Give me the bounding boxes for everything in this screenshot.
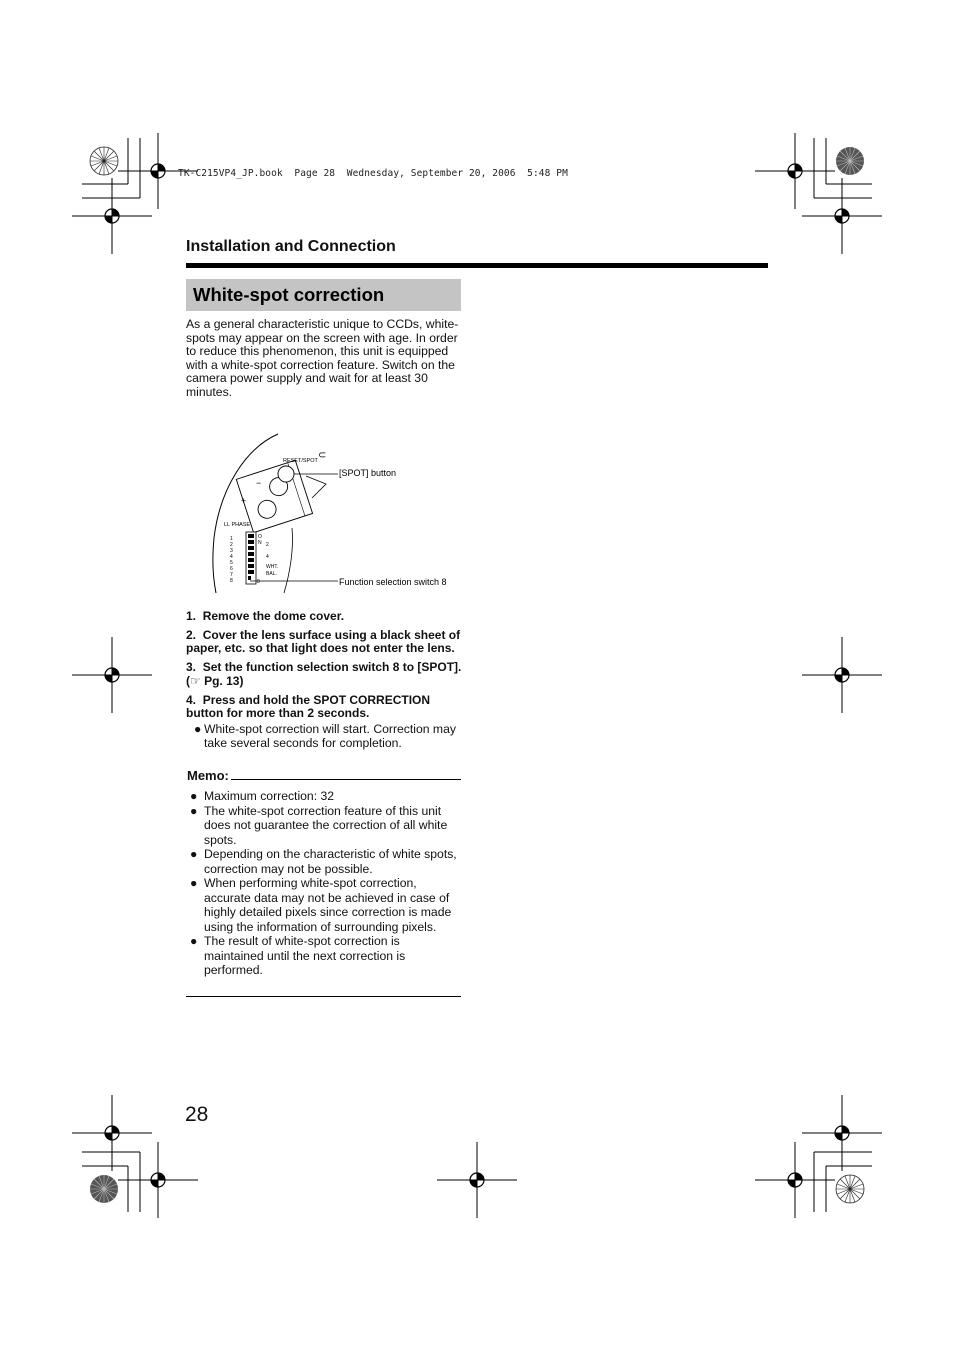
label-on: O [258, 534, 262, 540]
bullet-icon: ● [190, 803, 198, 818]
step-4-note [186, 722, 466, 750]
list-item: ● The result of white-spot correction is maintained until the next correction is performed. [190, 934, 406, 977]
step-text: Cover the lens surface using a black sheet of paper, etc. so that light does not enter the lens. [186, 627, 461, 656]
page-title: White-spot correction [193, 284, 385, 305]
list-item: ● The white-spot correction feature of this unit does not guarantee the correction of all white spots. [190, 803, 448, 847]
label-bal: BAL. [266, 571, 277, 577]
svg-text:6: 6 [230, 566, 233, 572]
list-item: ● Depending on the characteristic of white spots, correction may not be possible. [190, 847, 457, 876]
svg-text:8: 8 [230, 578, 233, 584]
svg-text:1: 1 [230, 536, 233, 542]
intro-paragraph: As a general characteristic unique to CCDs, white-spots may appear on the screen with age. In order to reduce this phenomenon, this unit is equipped with a white-spot correction feature. Switch on the camera power supply and wait for at least 30 minutes. [186, 317, 459, 399]
bullet-icon: ● [190, 876, 198, 890]
svg-text:7: 7 [230, 572, 233, 578]
section-heading: Installation and Connection [186, 238, 396, 255]
camera-board-diagram [186, 428, 466, 598]
label-wht: WHT. [266, 564, 279, 570]
label-minus: − [256, 478, 262, 488]
callout-function-switch: Function selection switch 8 [339, 577, 447, 587]
memo-title: Memo: [187, 768, 229, 783]
memo-bottom-rule [186, 996, 461, 997]
svg-text:4: 4 [230, 554, 233, 560]
bullet-icon: ● [190, 934, 198, 948]
memo-header-rule [231, 779, 461, 780]
svg-text:⊂: ⊂ [318, 450, 327, 461]
step-number: 2. [186, 627, 197, 642]
step-number: 1. [186, 609, 197, 623]
bullet-icon: ● [190, 847, 198, 861]
step-text: Remove the dome cover. [202, 609, 345, 623]
label-plus: + [241, 496, 247, 506]
title-banner [186, 279, 461, 311]
svg-text:5: 5 [230, 560, 233, 566]
section-rule [186, 263, 768, 268]
svg-text:3: 3 [230, 548, 233, 554]
bullet-icon: ● [194, 721, 202, 736]
list-item: ● When performing white-spot correction, accurate data may not be achieved in case of highly detailed pixels since correction is made using the information of surrounding pixels. [190, 876, 452, 934]
step-3 [186, 661, 466, 688]
step-1 [186, 610, 466, 624]
step-text-ref: Pg. 13) [200, 673, 244, 688]
bullet-icon: ● [190, 789, 198, 803]
step-number: 4. [186, 692, 197, 707]
label-ll-phase: LL PHASE [224, 522, 251, 528]
procedure-steps [186, 610, 466, 750]
callout-spot-button: [SPOT] button [339, 468, 397, 478]
print-header-stamp: TK-C215VP4_JP.book Page 28 Wednesday, September 20, 2006 5:48 PM [178, 168, 568, 179]
list-item: ● Maximum correction: 32 [190, 789, 335, 803]
label-reset-spot: RESET/SPOT [283, 458, 318, 464]
label-4: 4 [266, 554, 269, 560]
label-2: 2 [266, 542, 269, 548]
step-4 [186, 694, 466, 721]
step-text: Set the function selection switch 8 to [SPOT]. ( [186, 660, 462, 688]
step-number: 3. [186, 660, 197, 675]
memo-header [186, 768, 461, 783]
label-on-n: N [258, 540, 262, 546]
svg-text:2: 2 [230, 542, 233, 548]
step-text: Press and hold the SPOT CORRECTION button for more than 2 seconds. [186, 692, 431, 721]
note-text: White-spot correction will start. Correction may take several seconds for completion. [204, 721, 456, 751]
page-reference-icon: ☞ [190, 673, 201, 688]
memo-box [186, 768, 461, 978]
label-8: 8 [257, 579, 260, 585]
memo-list [186, 789, 461, 978]
step-2 [186, 629, 466, 656]
page-number: 28 [185, 1103, 209, 1126]
